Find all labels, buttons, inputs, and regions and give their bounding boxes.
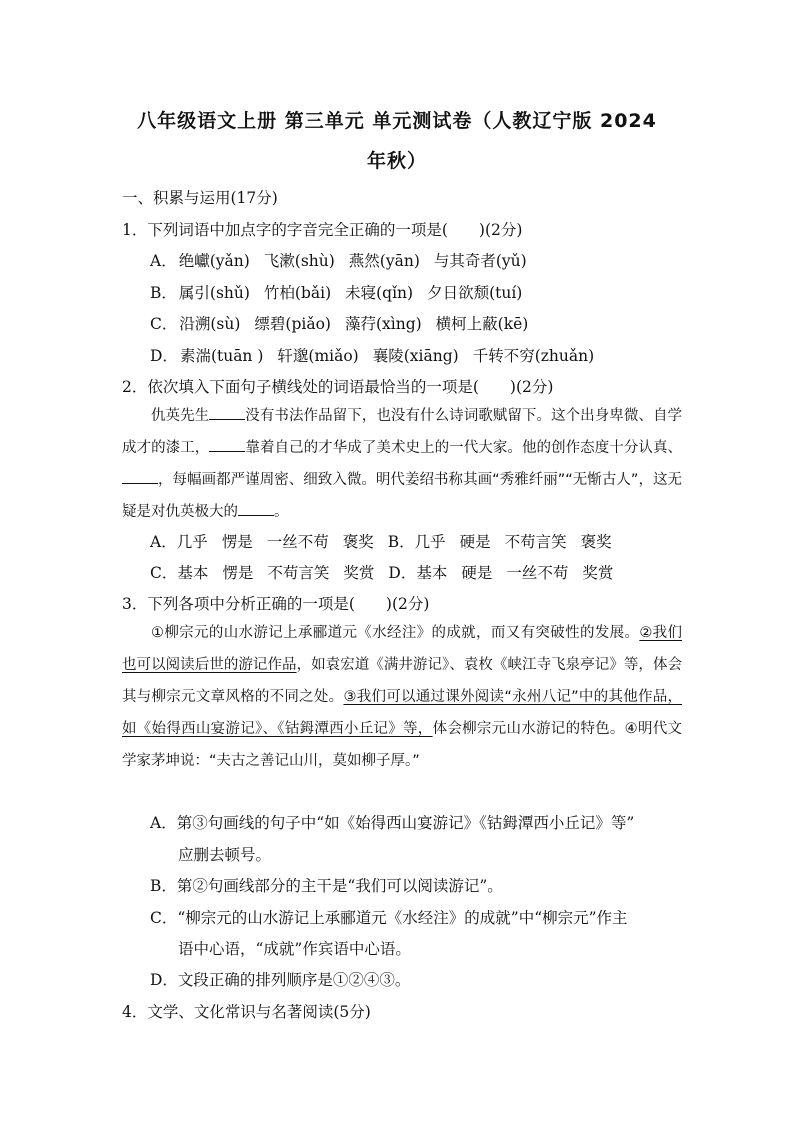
option-text: 愣是 xyxy=(222,564,254,582)
q1-option-a xyxy=(150,249,541,271)
question-1-stem: 1．下列词语中加点字的字音完全正确的一项是( )(2分) xyxy=(122,221,523,239)
fill-blank xyxy=(209,405,245,420)
option-label: C． xyxy=(150,315,178,333)
option-text: 硬是 xyxy=(461,564,493,582)
passage-text: ①柳宗元的山水游记上承郦道元《水经注》的成就，而又有突破性的发展。 xyxy=(151,625,640,641)
option-text: 一丝不苟 xyxy=(266,533,329,551)
option-item: 轩邈(miǎo) xyxy=(277,347,359,365)
option-text: 不苟言笑 xyxy=(504,533,567,551)
option-item: 缥碧(piǎo) xyxy=(254,315,331,333)
passage-text: ，如袁宏道《满井游记》、袁枚《峡江寺飞泉亭记》等，体会其与柳宗元文章风格的不同之处。 xyxy=(122,657,683,705)
fill-blank xyxy=(209,437,245,452)
option-item: 素湍(tuān ) xyxy=(179,347,264,365)
option-item: 夕日欲颓(tuí) xyxy=(427,284,523,302)
question-2-stem: 2．依次填入下面句子横线处的词语最恰当的一项是( )(2分) xyxy=(122,378,554,396)
passage-text: 靠着自己的才华成了美术史上的一代大家。他的创作态度十分认真、 xyxy=(245,440,683,456)
q1-option-b xyxy=(150,281,536,303)
option-text: 一丝不苟 xyxy=(506,564,569,582)
underlined-sentence: ②我们也可以阅读后世的游记作品 xyxy=(122,625,682,673)
option-item: 襄陵(xiāng) xyxy=(372,347,459,365)
option-text: 褒奖 xyxy=(342,533,374,551)
option-text: A．几乎 xyxy=(150,533,208,551)
option-item: 绝巘(yǎn) xyxy=(178,252,250,270)
q3-option-a-continued: 应删去顿号。 xyxy=(178,846,272,864)
passage-text: 没有书法作品留下，也没有什么诗词歌赋留下。这个出身卑微、自学成才的漆工， xyxy=(122,408,683,456)
q3-option-a: A．第③句画线的句子中“如《始得西山宴游记》《钴鉧潭西小丘记》等” xyxy=(150,814,635,832)
option-text: 奖赏 xyxy=(343,564,375,582)
option-item: 与其奇者(yǔ) xyxy=(433,252,527,270)
passage-text: ，每幅画都严谨周密、细致入微。明代姜绍书称其画“秀雅纤丽”“无惭古人”，这无疑是对仇英极大的 xyxy=(122,472,682,520)
q2-passage xyxy=(122,400,682,528)
underlined-sentence: ③我们可以通过课外阅读“永州八记”中的其他作品，如《始得西山宴游记》、《钴鉧潭西小丘记》等， xyxy=(122,689,682,737)
section-heading: 一、积累与运用(17分) xyxy=(122,189,278,207)
option-item: 横柯上蔽(kē) xyxy=(435,315,529,333)
option-label: A． xyxy=(150,252,177,270)
option-text: 不苟言笑 xyxy=(267,564,330,582)
fill-blank xyxy=(122,469,158,484)
option-item: 沿溯(sù) xyxy=(179,315,241,333)
option-item: 燕然(yān) xyxy=(348,252,420,270)
option-text: C．基本 xyxy=(150,564,209,582)
option-text: 褒奖 xyxy=(580,533,612,551)
q2-options-row-1 xyxy=(150,530,626,552)
option-text: 硬是 xyxy=(459,533,491,551)
question-4-stem: 4．文学、文化常识与名著阅读(5分) xyxy=(122,1003,371,1021)
fill-blank xyxy=(238,501,274,516)
passage-text: 体会柳宗元山水游记的特色。④明代文学家茅坤说：“夫古之善记山川，莫如柳子厚。” xyxy=(122,721,682,769)
option-label: B． xyxy=(150,284,177,302)
option-item: 属引(shǔ) xyxy=(178,284,250,302)
option-text: B．几乎 xyxy=(387,533,446,551)
option-text: 奖赏 xyxy=(582,564,614,582)
q3-passage xyxy=(122,617,682,777)
q3-option-c-continued: 语中心语，“成就”作宾语中心语。 xyxy=(178,940,411,958)
option-text: 愣是 xyxy=(221,533,253,551)
q3-option-c: C．“柳宗元的山水游记上承郦道元《水经注》的成就”中“柳宗元”作主 xyxy=(150,909,628,927)
q3-option-d: D．文段正确的排列顺序是①②④③。 xyxy=(150,971,411,989)
page-title-continued: 年秋） xyxy=(366,150,427,172)
option-item: 未寝(qǐn) xyxy=(345,284,414,302)
q1-option-c xyxy=(150,312,542,334)
passage-text: 。 xyxy=(274,504,289,520)
option-item: 藻荇(xìng) xyxy=(344,315,422,333)
option-label: D． xyxy=(150,347,178,365)
q2-options-row-2 xyxy=(150,561,627,583)
option-text: D．基本 xyxy=(388,564,448,582)
q1-option-d xyxy=(150,344,608,366)
page-title: 八年级语文上册 第三单元 单元测试卷（人教辽宁版 2024 xyxy=(137,110,657,132)
option-item: 千转不穷(zhuǎn) xyxy=(472,347,595,365)
passage-text: 仇英先生 xyxy=(151,408,210,424)
q3-option-b: B．第②句画线部分的主干是“我们可以阅读游记”。 xyxy=(150,877,503,895)
option-item: 竹柏(bǎi) xyxy=(263,284,332,302)
question-3-stem: 3．下列各项中分析正确的一项是( )(2分) xyxy=(122,595,430,613)
option-item: 飞漱(shù) xyxy=(263,252,335,270)
